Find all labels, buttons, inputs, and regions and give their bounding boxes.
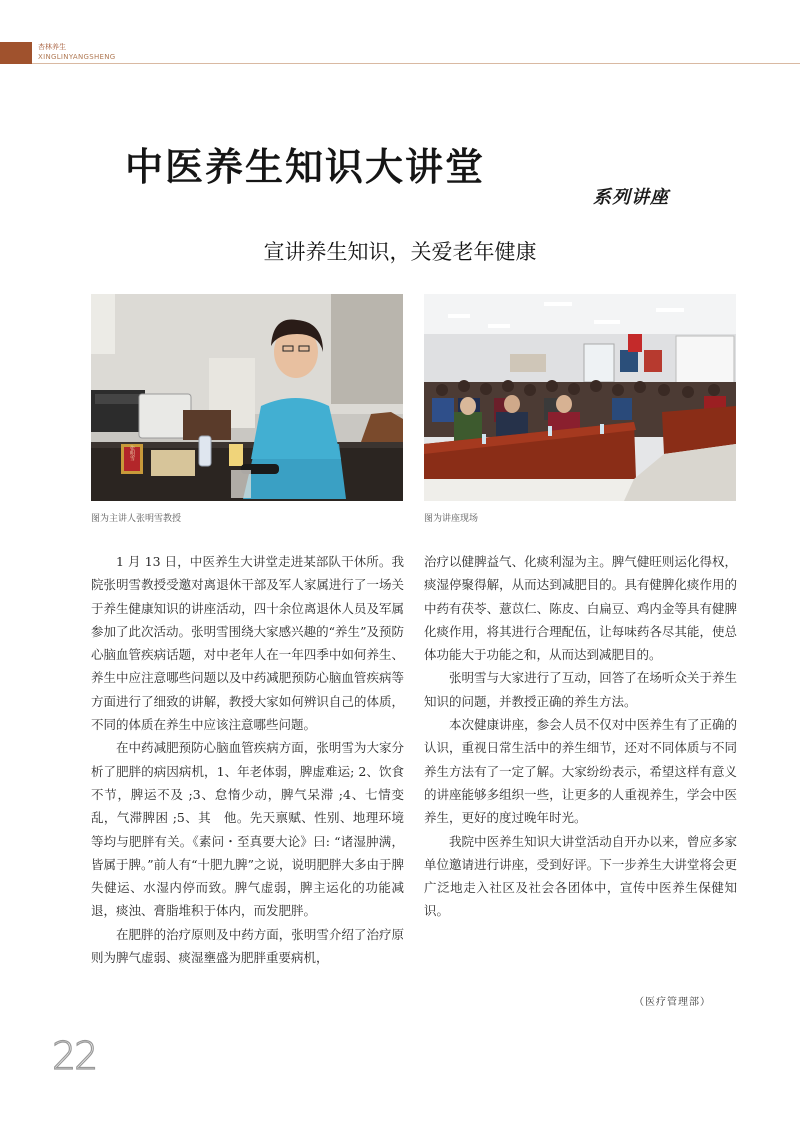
article-paragraph: 在肥胖的治疗原则及中药方面，张明雪介绍了治疗原则为脾气虚弱、痰湿壅盛为肥胖重要病机，	[91, 926, 404, 966]
article-column-right	[424, 550, 737, 923]
column-name-pinyin: XINGLINYANGSHENG	[38, 53, 116, 61]
article-paragraph: 本次健康讲座，参会人员不仅对中医养生有了正确的认识，重视日常生活中的养生细节，还对不同体质与不同养生方法有了一定了解。大家纷纷表示，希望这样有意义的讲座能够多组织一些，让更多的人重视养生，学会中医养生，更好的度过晚年时光。	[424, 717, 737, 826]
photo-lecturer	[91, 294, 403, 501]
series-label: 系列讲座	[593, 187, 669, 208]
article-paragraph: 我院中医养生知识大讲堂活动自开办以来，曾应多家单位邀请进行讲座，受到好评。下一步养生大讲堂将会更广泛地走入社区及社会各团体中，宣传中医养生保健知识。	[424, 833, 737, 919]
nameplate-text: 张明雪	[129, 445, 135, 461]
page-subtitle: 宣讲养生知识，关爱老年健康	[263, 240, 537, 264]
photo-lecture-hall	[424, 294, 736, 501]
article-paragraph-continued: 治疗以健脾益气、化痰利湿为主。脾气健旺则运化得权，痰湿停聚得解，从而达到减肥目的。具有健脾化痰作用的中药有茯苓、薏苡仁、陈皮、白扁豆、鸡内金等具有健脾化痰作用，将其进行合理配伍，让每味药各尽其能，使总体功能大于功能之和，从而达到减肥目的。	[424, 554, 737, 663]
article-column-left	[91, 550, 404, 969]
article-source: （医疗管理部）	[634, 997, 711, 1008]
article-paragraph: 张明雪与大家进行了互动，回答了在场听众关于养生知识的问题，并教授正确的养生方法。	[424, 670, 737, 709]
column-name: 杏林养生	[38, 43, 66, 51]
header-color-block	[0, 42, 32, 64]
article-paragraph: 在中药减肥预防心脑血管疾病方面，张明雪为大家分析了肥胖的病因病机，1、年老体弱，脾虚难运; 2、饮食不节，脾运不及 ;3、怠惰少动，脾气呆滞 ;4、七情变乱，气滞脾困 ;5、其 他。先天禀赋、性别、地理环境等均与肥胖有关。《素问・至真要大论》曰: “诸湿肿满，皆属于脾。”前人有“十肥九脾”之说，说明肥胖大多由于脾失健运、水湿内停而致。脾气虚弱，脾主运化的功能减退，痰浊、膏脂堆积于体内，而发肥胖。	[91, 740, 404, 919]
header-rule	[32, 63, 800, 64]
page-title: 中医养生知识大讲堂	[125, 145, 486, 189]
photo-lecturer-caption: 图为主讲人张明雪教授	[91, 514, 182, 524]
photo-lecture-hall-caption: 图为讲座现场	[424, 514, 479, 524]
article-paragraph: 1 月 13 日，中医养生大讲堂走进某部队干休所。我院张明雪教授受邀对离退休干部及军人家属进行了一场关于养生健康知识的讲座活动，四十余位离退休人员及军属参加了此次活动。张明雪围绕大家感兴趣的“养生”及预防心脑血管疾病话题，对中老年人在一年四季中如何养生、养生中应注意哪些问题以及中药减肥预防心脑血管疾病等方面进行了细致的讲解，教授大家如何辨识自己的体质，不同的体质在养生中应该注意哪些问题。	[91, 554, 404, 733]
page-number: 22	[52, 1034, 97, 1078]
